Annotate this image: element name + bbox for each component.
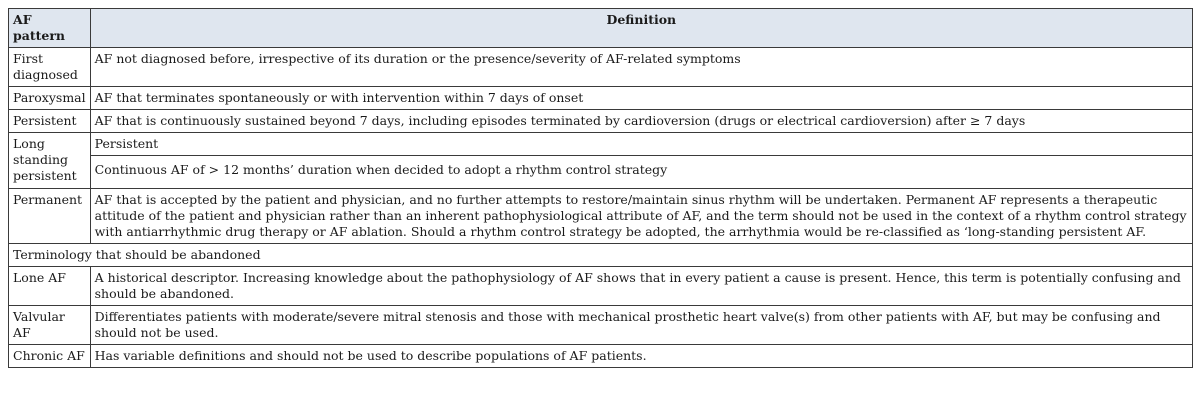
definition-cell: Persistent xyxy=(90,133,1192,156)
pattern-cell: Permanent xyxy=(9,189,91,244)
header-af-pattern: AF pattern xyxy=(9,9,91,48)
definition-cell: Continuous AF of > 12 months’ duration when decided to adopt a rhythm control strategy xyxy=(90,156,1192,189)
table-row xyxy=(9,133,1193,156)
pattern-cell: Long standing persistent xyxy=(9,133,91,189)
af-pattern-table xyxy=(8,8,1193,368)
pattern-cell: Persistent xyxy=(9,110,91,133)
definition-cell: AF not diagnosed before, irrespective of its duration or the presence/severity of AF-related symptoms xyxy=(90,48,1192,87)
header-row xyxy=(9,9,1193,48)
pattern-cell: First diagnosed xyxy=(9,48,91,87)
table-row xyxy=(9,110,1193,133)
section-row xyxy=(9,244,1193,267)
table-row xyxy=(9,267,1193,306)
table-row xyxy=(9,306,1193,345)
pattern-cell: Valvular AF xyxy=(9,306,91,345)
definition-cell: AF that terminates spontaneously or with intervention within 7 days of onset xyxy=(90,87,1192,110)
table-row xyxy=(9,48,1193,87)
table-row xyxy=(9,87,1193,110)
definition-cell: AF that is continuously sustained beyond 7 days, including episodes terminated by cardioversion (drugs or electrical cardioversion) after ≥ 7 days xyxy=(90,110,1192,133)
pattern-cell: Chronic AF xyxy=(9,345,91,368)
pattern-cell: Paroxysmal xyxy=(9,87,91,110)
table-row xyxy=(9,156,1193,189)
definition-cell: A historical descriptor. Increasing knowledge about the pathophysiology of AF shows that in every patient a cause is present. Hence, this term is potentially confusing and should be abandoned. xyxy=(90,267,1192,306)
pattern-cell: Lone AF xyxy=(9,267,91,306)
definition-cell: Differentiates patients with moderate/severe mitral stenosis and those with mechanical prosthetic heart valve(s) from other patients with AF, but may be confusing and should not be used. xyxy=(90,306,1192,345)
table-row xyxy=(9,345,1193,368)
table-row xyxy=(9,189,1193,244)
definition-cell: Has variable definitions and should not be used to describe populations of AF patients. xyxy=(90,345,1192,368)
header-definition: Definition xyxy=(90,9,1192,48)
definition-cell: AF that is accepted by the patient and physician, and no further attempts to restore/maintain sinus rhythm will be undertaken. Permanent AF represents a therapeutic attitude of the patient and physician rather than an inherent pathophysiological attribute of AF, and the term should not be used in the context of a rhythm control strategy with antiarrhythmic drug therapy or AF ablation. Should a rhythm control strategy be adopted, the arrhythmia would be re-classified as ‘long-standing persistent AF. xyxy=(90,189,1192,244)
abandoned-terminology-label: Terminology that should be abandoned xyxy=(9,244,1193,267)
